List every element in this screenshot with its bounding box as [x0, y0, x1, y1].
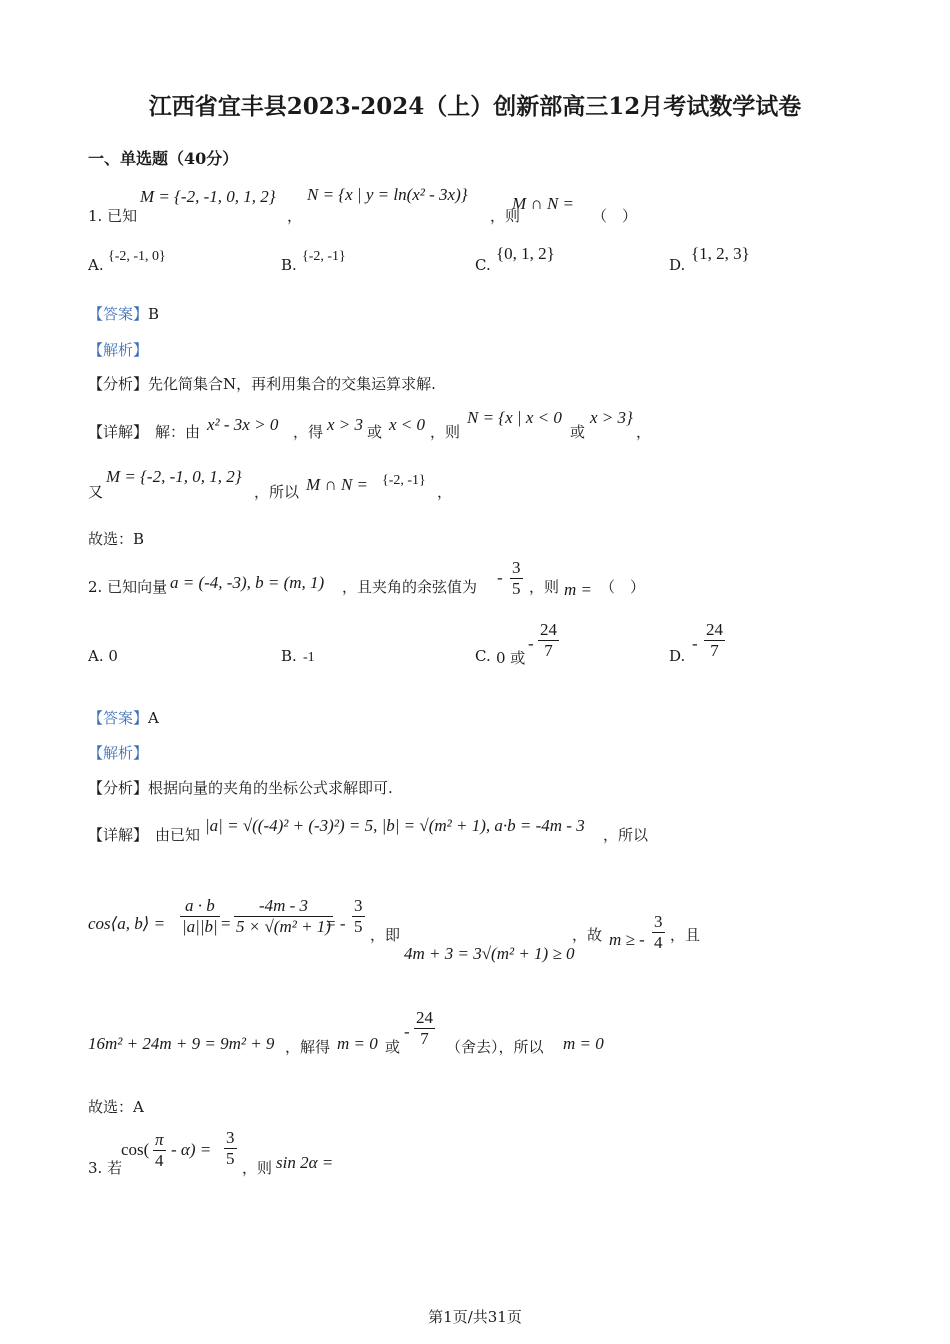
q2-formula-cos: cos⟨a, b⟩ =	[88, 914, 166, 933]
q3-rest: - α) =	[171, 1140, 212, 1159]
q2-cos-num: 3	[512, 558, 521, 577]
q1-extra-6: ，	[437, 483, 453, 501]
q1-explain-tag: 【解析】	[88, 341, 149, 359]
q3-pi-fraction	[153, 1130, 166, 1170]
q1-analysis	[88, 373, 436, 394]
q2-analysis-text: 根据向量的夹角的坐标公式求解即可.	[148, 779, 393, 797]
q2-option-b-value: -1	[303, 650, 315, 665]
q2-formula-m: m ≥ -	[609, 930, 645, 949]
q1-set-n: N = {x | y = ln(x² - 3x)}	[307, 185, 468, 204]
q1-option-a-value: {-2, -1, 0}	[108, 249, 166, 264]
q1-option-c-label: C.	[475, 256, 491, 274]
q3-pi: π	[155, 1130, 164, 1149]
q2-quad-num: 24	[416, 1008, 433, 1027]
q2-quad-4: 或	[385, 1038, 401, 1056]
q2-formula-frac-2	[234, 896, 333, 936]
q2-option-c-value: 0 或	[496, 649, 526, 667]
q2-formula-n1: a · b	[180, 896, 220, 917]
q2-cos-den: 5	[512, 578, 521, 598]
choose-tag: 故选：	[88, 530, 134, 548]
q2-formula-gu: ，故	[572, 926, 603, 944]
q2-answer-value: A	[148, 709, 159, 727]
q1-detail-tag: 【详解】	[88, 423, 149, 441]
page-footer: 第1页/共31页	[428, 1308, 522, 1326]
q2-formula-frac-4	[652, 912, 665, 952]
q1-then: ，则	[490, 207, 521, 225]
q2-option-a-value: 0	[108, 647, 118, 665]
q1-option-b-value: {-2, -1}	[302, 249, 346, 264]
q2-quad-7: m = 0	[563, 1034, 604, 1053]
q2-quad-3: m = 0	[337, 1034, 378, 1053]
q2-option-c-fraction	[538, 620, 559, 660]
section-heading: 一、单选题（40分）	[88, 149, 239, 168]
q2-option-c-neg: -	[528, 634, 534, 653]
q1-choose	[88, 528, 144, 549]
q1-option-d-value: {1, 2, 3}	[691, 244, 750, 263]
q1-extra-1: 又	[88, 483, 104, 501]
q1-option-b-label: B.	[281, 256, 297, 274]
q2-expr: m =	[564, 580, 592, 599]
q2-option-c-num: 24	[540, 620, 557, 639]
q2-formula-qie: ，且	[670, 926, 701, 944]
q1-extra-2: M = {-2, -1, 0, 1, 2}	[106, 467, 242, 486]
q2-formula-eq2: = -	[326, 914, 346, 933]
q2-quadratic: 16m² + 24m + 9 = 9m² + 9	[88, 1034, 275, 1053]
q2-option-c-label: C.	[475, 647, 491, 665]
q1-detail-10: x > 3}	[590, 408, 633, 427]
q1-detail-11: ，	[636, 423, 652, 441]
q2-quad-den: 7	[420, 1028, 429, 1048]
q2-detail-3: ，所以	[603, 826, 649, 844]
q2-prefix: 2. 已知向量	[88, 578, 168, 596]
q2-quad-fraction	[414, 1008, 435, 1048]
q1-option-a-label: A.	[88, 256, 104, 274]
q2-formula-cond: 4m + 3 = 3√(m² + 1) ≥ 0	[404, 944, 575, 963]
q2-cos-fraction	[510, 558, 523, 598]
q3-num: 3	[226, 1128, 235, 1147]
q2-formula-d1: |a||b|	[182, 916, 218, 936]
q2-option-d-label: D.	[669, 647, 686, 665]
q1-detail-8: N = {x | x < 0	[467, 408, 562, 427]
q3-expr: sin 2α =	[276, 1153, 334, 1172]
q1-detail-1: 解：由	[155, 423, 201, 441]
q1-detail-9: 或	[570, 423, 586, 441]
q2-formula-n4: 3	[654, 912, 663, 931]
answer-tag: 【答案】	[88, 709, 149, 727]
q1-extra-3: ，所以	[254, 483, 300, 501]
q1-choose-value: B	[133, 530, 145, 548]
q1-extra-4: M ∩ N =	[306, 475, 368, 494]
q2-explain-tag: 【解析】	[88, 744, 149, 762]
q2-option-d-neg: -	[692, 634, 698, 653]
q2-analysis	[88, 777, 393, 798]
q2-option-b-label: B.	[281, 647, 297, 665]
q1-analysis-text: 先化简集合N，再利用集合的交集运算求解.	[148, 375, 436, 393]
q3-fraction	[224, 1128, 237, 1168]
q1-answer	[88, 303, 159, 324]
q1-paren: （ ）	[592, 207, 638, 225]
q1-extra-5: {-2, -1}	[382, 473, 426, 488]
q1-detail-2: x² - 3x > 0	[207, 415, 279, 434]
analysis-tag: 【分析】	[88, 375, 149, 393]
q2-formula-eq: =	[221, 914, 231, 933]
choose-tag: 故选：	[88, 1098, 134, 1116]
q2-formula-n3: 3	[354, 896, 363, 915]
q1-detail-3: ，得	[293, 423, 324, 441]
q3-den: 5	[226, 1148, 235, 1168]
q1-option-c-value: {0, 1, 2}	[496, 244, 555, 263]
q2-option-a	[88, 647, 118, 665]
q1-answer-value: B	[148, 305, 160, 323]
q1-prefix: 1. 已知	[88, 207, 138, 225]
q3-then: ，则	[242, 1159, 273, 1177]
q1-expr: M ∩ N =	[512, 194, 574, 213]
q2-formula-d4: 4	[654, 932, 663, 952]
page-title: 江西省宜丰县2023-2024（上）创新部高三12月考试数学试卷	[148, 93, 802, 120]
q2-quad-6: （舍去），所以	[446, 1038, 544, 1056]
q2-detail-1: 由已知	[155, 826, 201, 844]
q2-detail-2: |a| = √((-4)² + (-3)²) = 5, |b| = √(m² + 1), a·b = -4m - 3	[205, 816, 585, 835]
q1-comma: ，	[287, 207, 303, 225]
q1-option-d-label: D.	[669, 256, 686, 274]
q2-option-c-den: 7	[544, 640, 553, 660]
q2-formula-n2: -4m - 3	[234, 896, 333, 917]
q2-option-d-den: 7	[710, 640, 719, 660]
q1-detail-5: 或	[367, 423, 383, 441]
q2-detail-tag: 【详解】	[88, 826, 149, 844]
q2-formula-frac-1	[180, 896, 220, 936]
q2-option-d-num: 24	[706, 620, 723, 639]
q2-quad-2: ，解得	[285, 1038, 331, 1056]
q2-neg: -	[497, 568, 503, 587]
q1-detail-7: ，则	[430, 423, 461, 441]
q2-vectors: a = (-4, -3), b = (m, 1)	[170, 573, 325, 592]
answer-tag: 【答案】	[88, 305, 149, 323]
q2-then: ，则	[529, 578, 560, 596]
q2-paren: （ ）	[600, 578, 646, 596]
q2-formula-frac-3	[352, 896, 365, 936]
q1-detail-4: x > 3	[327, 415, 364, 434]
q2-formula-d2: 5 × √(m² + 1)	[236, 916, 331, 936]
q1-set-m: M = {-2, -1, 0, 1, 2}	[140, 187, 276, 206]
q3-cos: cos(	[121, 1140, 150, 1159]
q2-quad-5: -	[404, 1022, 410, 1041]
q1-detail-6: x < 0	[389, 415, 426, 434]
q2-choose-value: A	[133, 1098, 144, 1116]
q2-choose	[88, 1096, 144, 1117]
q2-formula-ji: ，即	[370, 926, 401, 944]
q2-option-d-fraction	[704, 620, 725, 660]
q2-formula-d3: 5	[354, 916, 363, 936]
q3-four: 4	[155, 1150, 164, 1170]
q3-prefix: 3. 若	[88, 1159, 123, 1177]
analysis-tag: 【分析】	[88, 779, 149, 797]
q2-answer	[88, 707, 159, 728]
q2-mid: ，且夹角的余弦值为	[342, 578, 478, 596]
q2-option-a-label: A.	[88, 647, 104, 665]
